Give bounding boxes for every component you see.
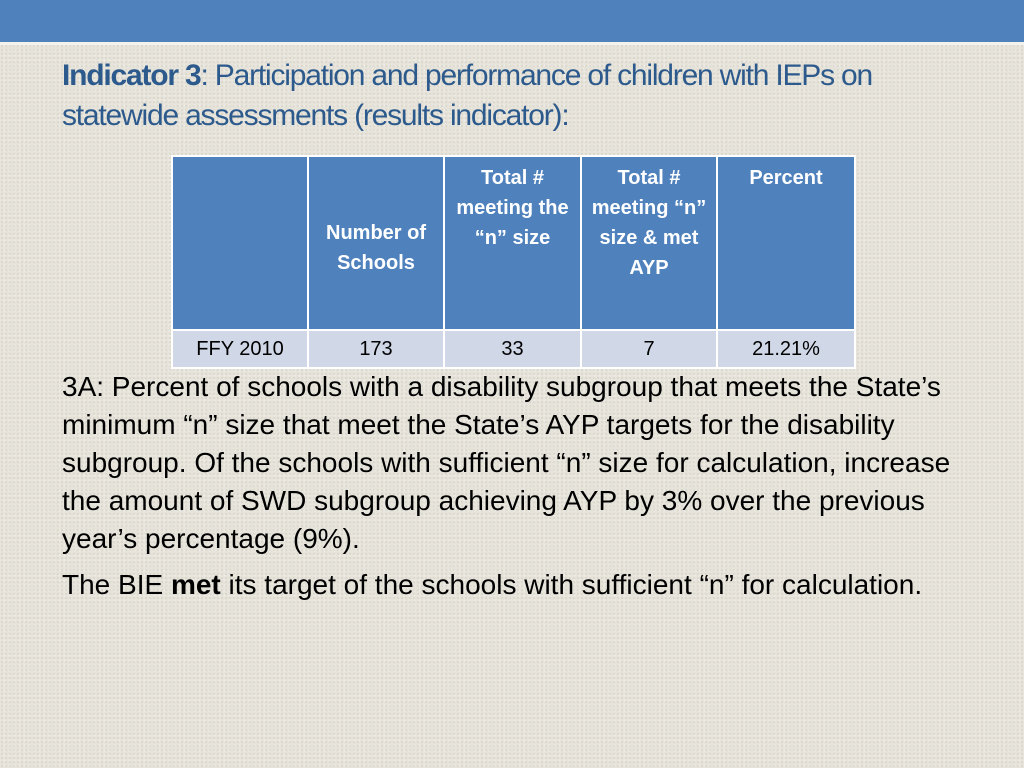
result-emphasis: met (170, 569, 221, 600)
slide-title (62, 56, 962, 136)
table-header-row (172, 156, 855, 330)
table-cell-total-met-ayp: 7 (581, 330, 717, 368)
table-header-cell-percent: Percent (717, 156, 855, 330)
table-cell-total-meeting-n: 33 (444, 330, 581, 368)
result-suffix: its target of the schools with sufficient “n” for calculation. (220, 569, 923, 600)
body-paragraph-3a: 3A: Percent of schools with a disability subgroup that meets the State’s minimum “n” size that meet the State’s AYP targets for the disability subgroup. Of the schools with sufficient “n” size for calculation, increase the amount of SWD subgroup achieving AYP by 3% over the previous year’s percentage (9%). (62, 371, 951, 554)
top-accent-bar (0, 0, 1024, 42)
title-indicator-label: Indicator 3 (62, 59, 201, 92)
title-description: : Participation and performance of children with IEPs on statewide assessments (results indicator): (62, 59, 873, 132)
table-header-cell-number-of-schools: Number of Schools (308, 156, 444, 330)
body-text (62, 368, 962, 604)
table-header-cell-blank (172, 156, 308, 330)
table-cell-year: FFY 2010 (172, 330, 308, 368)
top-accent-divider (0, 42, 1024, 45)
body-paragraph-result (62, 566, 962, 604)
result-prefix: The BIE (62, 569, 171, 600)
table-cell-number-of-schools: 173 (308, 330, 444, 368)
data-table (171, 155, 856, 369)
table-header-cell-total-meeting-n: Total # meeting the “n” size (444, 156, 581, 330)
table-header-cell-total-met-ayp: Total # meeting “n” size & met AYP (581, 156, 717, 330)
table-row (172, 330, 855, 368)
table-cell-percent: 21.21% (717, 330, 855, 368)
